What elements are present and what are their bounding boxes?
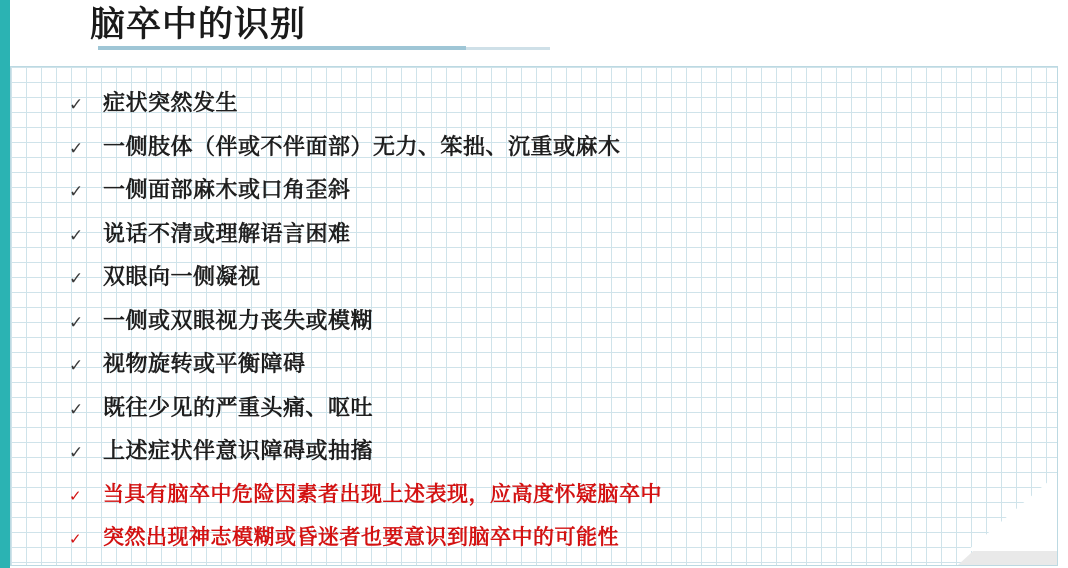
check-icon: ✓ (69, 531, 82, 548)
title-underline-secondary (466, 47, 550, 50)
list-item-label: 一侧或双眼视力丧失或模糊 (103, 307, 374, 333)
list-item-label: 说话不清或理解语言困难 (103, 220, 351, 246)
list-item (11, 81, 1057, 125)
list-item (11, 255, 1057, 299)
content-panel (10, 66, 1058, 566)
list-item-label: 一侧肢体（伴或不伴面部）无力、笨拙、沉重或麻木 (103, 133, 621, 159)
list-item-label: 既往少见的严重头痛、呕吐 (103, 394, 374, 420)
list-item (11, 386, 1057, 430)
symptom-list (11, 81, 1057, 560)
list-item-label: 当具有脑卒中危险因素者出现上述表现，应高度怀疑脑卒中 (103, 482, 662, 506)
title-underline (98, 46, 466, 50)
list-item-label: 视物旋转或平衡障碍 (103, 351, 306, 376)
check-icon: ✓ (69, 95, 84, 114)
list-item-label: 突然出现神志模糊或昏迷者也要意识到脑卒中的可能性 (103, 526, 619, 549)
check-icon: ✓ (69, 443, 84, 462)
check-icon: ✓ (69, 138, 84, 158)
check-icon: ✓ (69, 312, 84, 332)
check-icon: ✓ (69, 225, 84, 245)
left-accent-bar (0, 0, 10, 568)
check-icon: ✓ (69, 356, 84, 375)
list-item-label: 一侧面部麻木或口角歪斜 (103, 177, 351, 202)
check-icon: ✓ (69, 399, 84, 419)
check-icon: ✓ (69, 182, 84, 201)
list-item (11, 125, 1057, 169)
list-item-label: 上述症状伴意识障碍或抽搐 (103, 438, 374, 463)
list-item-label: 双眼向一侧凝视 (103, 264, 261, 289)
list-item (11, 516, 1057, 560)
list-item (11, 212, 1057, 256)
list-item (11, 342, 1057, 386)
title-block (90, 2, 690, 64)
list-item (11, 473, 1057, 517)
check-icon: ✓ (69, 487, 82, 505)
list-item (11, 429, 1057, 473)
list-item (11, 299, 1057, 343)
page-title: 脑卒中的识别 (90, 5, 307, 44)
list-item-label: 症状突然发生 (103, 90, 239, 115)
check-icon: ✓ (69, 269, 84, 288)
list-item (11, 168, 1057, 212)
